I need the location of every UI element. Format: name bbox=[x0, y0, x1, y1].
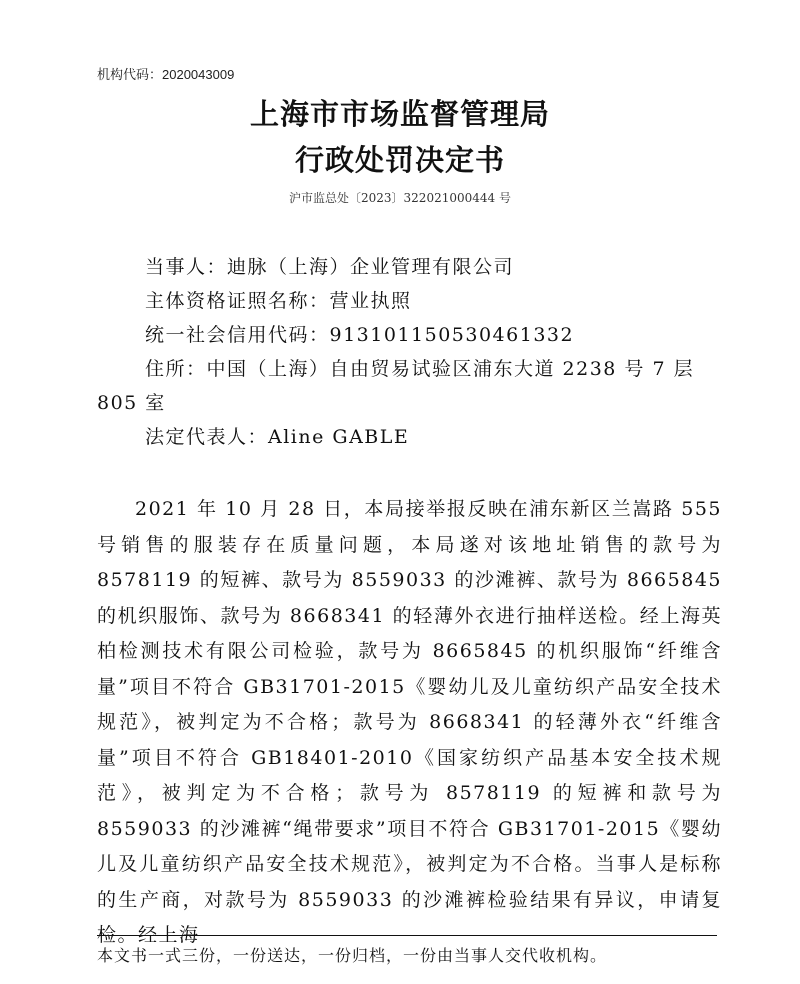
party-info bbox=[97, 250, 725, 454]
document-number: 沪市监总处〔2023〕322021000444 号 bbox=[289, 191, 511, 205]
footer-divider bbox=[97, 935, 717, 936]
party-license-type: 主体资格证照名称：营业执照 bbox=[145, 290, 412, 312]
party-name: 当事人：迪脉（上海）企业管理有限公司 bbox=[145, 256, 515, 278]
org-code: 机构代码：2020043009 bbox=[97, 67, 235, 82]
footer-note: 本文书一式三份，一份送达，一份归档，一份由当事人交代收机构。 bbox=[97, 946, 608, 965]
party-credit-code: 统一社会信用代码：91310115053046133​2 bbox=[145, 324, 575, 346]
party-legal-representative: 法定代表人：Aline GABLE bbox=[145, 426, 410, 448]
party-address: 住所：中国（上海）自由贸易试验区浦东大道 2238 号 7 层 bbox=[145, 358, 695, 380]
party-address-continued: 805 室 bbox=[97, 392, 166, 414]
document-title-authority: 上海市市场监督管理局 bbox=[249, 97, 550, 131]
body-paragraph: 2021 年 10 月 28 日，本局接举报反映在浦东新区兰嵩路 555 号销售的服装存在质量问题，本局遂对该地址销售的款号为 8578119 的短裤、款号为 8559033 的沙滩裤、款号为 8665845 的机织服饰、款号为 8668341 的轻薄外衣进行抽样送检。经上海英柏检测技术有限公司检验，款号为 8665845 的机织服饰“纤维含量”项目不符合 GB31701-2015《婴幼儿及儿童纺织产品安全技术规范》，被判定为不合格；款号为 8668341 的轻薄外衣“纤维含量”项目不符合 GB18401-2010《国家纺织产品基本安全技术规范》，被判定为不合格；款号为 8578119 的短裤和款号为 8559033 的沙滩裤“绳带要求”项目不符合 GB31701-2015《婴幼儿及儿童纺织产品安全技术规范》，被判定为不合格。当事人是标称的生产商，对款号为 8559033 的沙滩裤检验结果有异议，申请复检。经上海 bbox=[97, 498, 722, 946]
document-title-type: 行政处罚决定书 bbox=[294, 143, 505, 177]
